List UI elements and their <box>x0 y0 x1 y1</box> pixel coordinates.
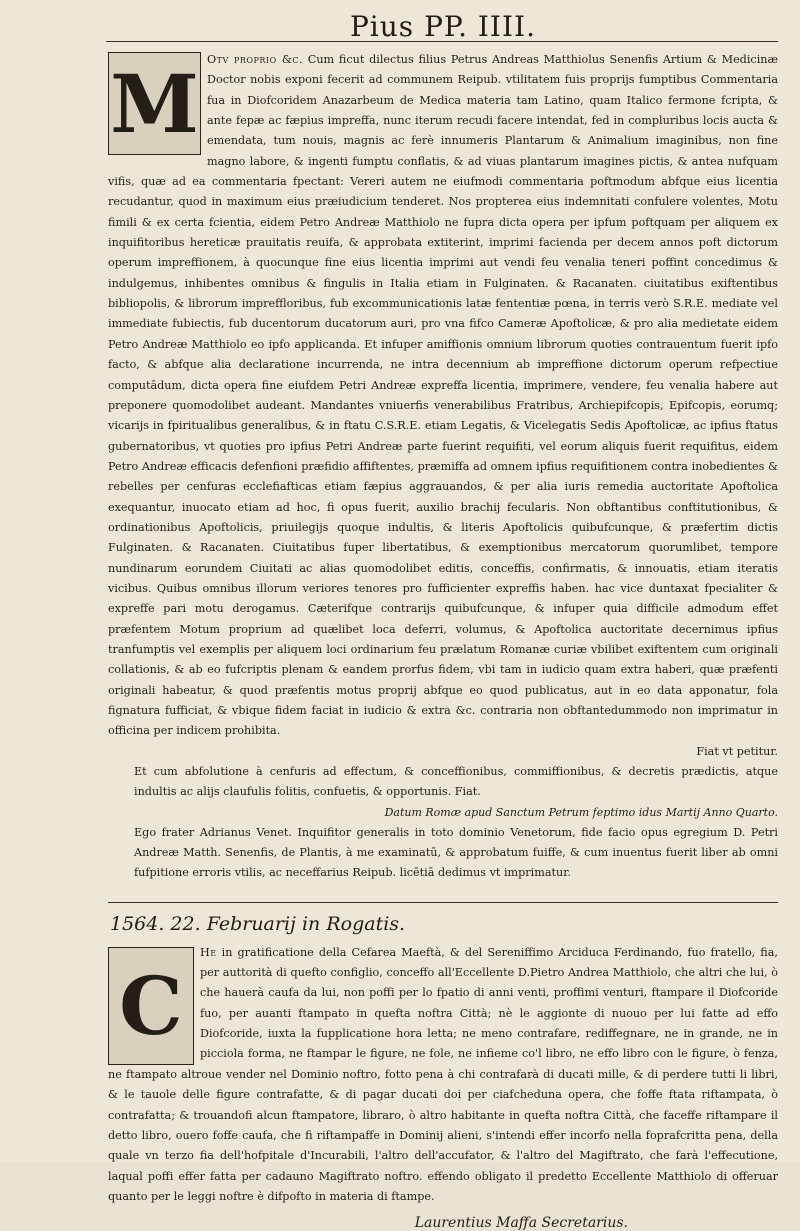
initial-letter: M <box>110 56 199 151</box>
page-title: Pius PP. IIII. <box>349 10 537 43</box>
venice-opening: He <box>200 945 217 959</box>
datum-line: Datum Romæ apud Sanctum Petrum feptimo idus Martij Anno Quarto. <box>384 805 778 819</box>
fiat-text: Fiat vt petitur. <box>696 744 778 758</box>
motu-opening: Otv proprio &c. <box>207 53 304 66</box>
decorated-initial-m <box>108 52 201 155</box>
venice-text <box>108 943 778 1207</box>
section-divider <box>108 902 778 903</box>
venice-body: in gratificatione della Cefarea Maeftà, & del Sereniffimo Arciduca Ferdinando, fuo fratello, fia, per auttorità di quefto configlio, conceffo all'Eccellente D.Pietro Andrea Matthiolo, che altri che lui, ò che hauerà caufa da lui, non poffi per lo fpatio di anni venti, proffimi venturi, ftampare il Diofcoride fuo, per auanti ftampato in quefta noftra Città; nè le aggionte di nuouo per lui fatte ad effo Diofcoride, iuxta la fupplicatione hora letta; ne meno contrafare, rediffegnare, ne in grande, ne in picciola forma, ne ftampar le figure, ne fole, ne infieme co'l libro, ne effo libro con le figure, ò fenza, ne ftampato altroue vender nel Dominio noftro, fotto pena à chi contrafarà di ducati mille, & di perdere tutti li libri, & le tauole delle figure contrafatte, & di pagar ducati doi per ciafcheduna opera, che foffe ftata riftampata, ò contrafatta; & trouandofi alcun ftampatore, libraro, ò altro habitante in quefta noftra Città, che faceffe riftampare il detto libro, ouero foffe caufa, che fi riftampaffe in Dominij alieni, s'intendi effer incorfo nella foprafcritta pena, della quale vn terzo fia dell'hofpitale d'Incurabili, l'altro dell'accufator, & l'altro del Magiftrato, che farà l'effecutione, laqual poffi effer fatta per cadauno Magiftrato noftro. effendo obligato il predetto Eccellente Matthiolo di offeruar quanto per le leggi noftre è difpofto in materia di ftampe. <box>108 945 778 1203</box>
fiat-short: Fiat. <box>454 785 481 799</box>
venice-privilege-section <box>108 913 778 1231</box>
secretary-signature: Laurentius Maffa Secretarius. <box>414 1215 628 1231</box>
decorated-initial-c <box>108 947 194 1065</box>
privilege-date: 1564. 22. Februarij in Rogatis. <box>110 912 406 935</box>
motu-proprio-section <box>108 40 778 884</box>
initial-letter-c: C <box>119 958 183 1053</box>
motu-body: Cum ficut dilectus filius Petrus Andreas Matthiolus Senenfis Artium & Medicinæ Doctor nobis exponi fecerit ad communem Reipub. vtilitatem fuis proprijs fumptibus Commentaria fua in Diofcoridem Anazarbeum de Medica materia tam Latino, quam Italico fermone fcripta, & ante fepæ ac fæpius impreffa, nunc iterum recudi facere intendat, fed in compluribus locis aucta & emendata, tum nouis, magnis ac ferè innumeris Plantarum & Animalium imaginibus, non fine magno labore, & ingenti fumptu conflatis, & ad viuas plantarum imagines pictis, & antea nufquam vifis, quæ ad ea commentaria fpectant: Vereri autem ne eiufmodi commentaria poftmodum abfque eius licentia recudantur, quod in maximum eius præiudicium tenderet. Nos propterea eius indemnitati confulere volentes, Motu fimili & ex certa fcientia, eidem Petro Andreæ Matthiolo ne fupra dicta opera per ipfum poftquam per aliquem ex inquifitoribus hereticæ prauitatis reuifa, & approbata extiterint, imprimi facienda per decem annos poft dictorum operum impreffionem, à quocunque fine eius licentia imprimi aut vendi feu venalia teneri poffint concedimus & indulgemus, inhibentes omnibus & fingulis in Italia etiam in Fulginaten. & Racanaten. ciuitatibus exiftentibus bibliopolis, & librorum impreffloribus, fub excommunicationis latæ fententiæ pœna, in terris verò S.R.E. mediate vel immediate fubiectis, fub ducentorum ducatorum auri, pro vna fifco Cameræ Apoftolicæ, & pro alia medietate eidem Petro Andreæ Matthiolo eo ipfo applicanda. Et infuper amiffionis omnium librorum quoties contrauentum fuerit ipfo facto, & abfque alia declaratione incurrenda, ne intra decennium ab impreffione dictorum operum refpectiue computādum, dicta opera fine eiufdem Petri Andreæ expreffa licentia, imprimere, vendere, feu venalia habere aut preponere quomodolibet audeant. Mandantes vniuerfis venerabilibus Fratribus, Archiepifcopis, Epifcopis, eorumq; vicarijs in fpiritualibus generalibus, & in ftatu C.S.R.E. etiam Legatis, & Vicelegatis Sedis Apoftolicæ, ac ipfius ftatus gubernatoribus, vt quoties pro ipfius Petri Andreæ parte fuerint requifiti, vel eorum aliquis fuerit requifitus, eidem Petro Andreæ efficacis defenfioni præfidio affiftentes, præmiffa ad omnem ipfius requifitionem contra inobedientes & rebelles per cenfuras ecclefiafticas etiam fæpius aggrauandos, & per alia iuris remedia auctoritate Apoftolica exequantur, inuocato etiam ad hoc, fi opus fuerit, auxilio brachij fecularis. Non obftantibus conftitutionibus, & ordinationibus Apoftolicis, priuilegijs quoque indultis, & literis Apoftolicis quibufcunque, & præfertim dictis Fulginaten. & Racanaten. Ciuitatibus fuper libertatibus, & exemptionibus mercatorum quorumlibet, tempore nundinarum eorundem Ciuitati ac alias quomodolibet editis, conceffis, confirmatis, & innouatis, etiam iteratis vicibus. Quibus omnibus illorum veriores tenores pro fufficienter expreffis haben. hac vice duntaxat fpecialiter & expreffe pari motu derogamus. Cæterifque contrarijs quibufcunque, & infuper quia difficile admodum effet præfentem Motum proprium ad quælibet loca deferri, volumus, & Apoftolica auctoritate decernimus ipfius tranfumptis vel exemplis per aliquem loci ordinarium feu prælatum Romanæ curiæ vbilibet exiftentem cum originali collationis, & ab eo fufcriptis plenam & eandem prorfus fidem, vbi tam in iudicio quam extra haberi, quæ præfenti originali habeatur, & quod præfentis motus proprij abfque eo quod publicatus, aut in eo data apponatur, fola fignatura fufficiat, & vbique fidem faciat in iudicio & extra &c. contraria non obftantedummodo non imprimatur in officina per indicem prohibita. <box>108 53 778 738</box>
fiat-line <box>108 742 778 762</box>
motu-proprio-text <box>108 40 778 742</box>
absolution-clause: Et cum abfolutione à cenfuris ad effectum, & conceffionibus, commiffionibus, & decretis prædictis, atque indultis ac alijs claufulis folitis, confuetis, & opportunis. Fiat. <box>134 765 778 799</box>
inquisitor-approval: Ego frater Adrianus Venet. Inquifitor generalis in toto dominio Venetorum, fide facio opus egregium D. Petri Andreæ Matth. Senenfis, de Plantis, à me examinatū, & approbatum fuiffe, & cum inuentus fuerit liber ab omni fufpitione erroris vtilis, ac neceffarius Reipub. licētiā dedimus vt imprimatur. <box>134 825 778 880</box>
